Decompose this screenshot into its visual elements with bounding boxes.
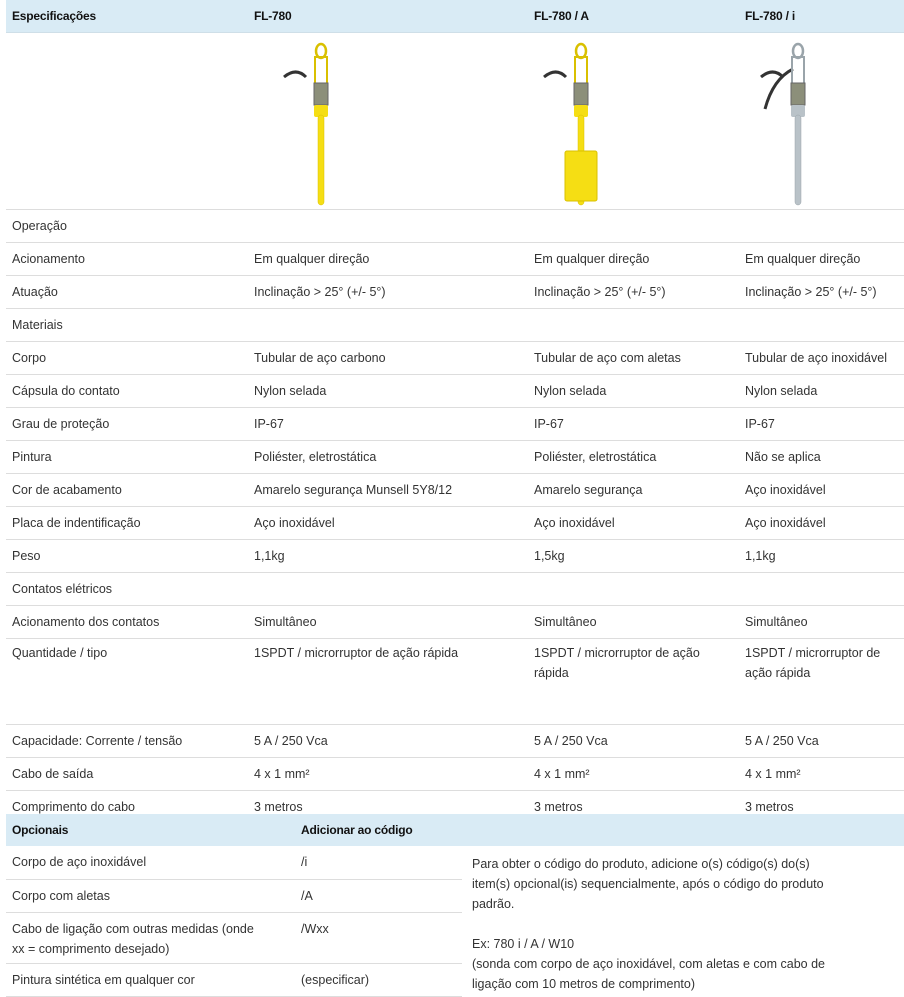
spec-value: Simultâneo xyxy=(528,606,739,639)
spec-row xyxy=(6,375,904,408)
spec-label: Quantidade / tipo xyxy=(6,639,248,725)
spec-row xyxy=(6,639,904,725)
section-title: Contatos elétricos xyxy=(6,573,904,606)
spec-value: 1SPDT / microrruptor de ação rápida xyxy=(739,639,904,725)
spec-value: Inclinação > 25° (+/- 5°) xyxy=(248,276,528,309)
spec-row xyxy=(6,507,904,540)
spec-label: Cabo de saída xyxy=(6,758,248,791)
spec-label: Capacidade: Corrente / tensão xyxy=(6,725,248,758)
spec-label: Comprimento do cabo xyxy=(6,791,248,824)
spec-value: Em qualquer direção xyxy=(248,243,528,276)
spec-label: Atuação xyxy=(6,276,248,309)
option-code: /Wxx xyxy=(295,912,462,963)
spec-label: Peso xyxy=(6,540,248,573)
product-image-cell xyxy=(248,33,528,210)
note-text: Para obter o código do produto, adicione o(s) código(s) do(s) item(s) opcional(is) sequencialmente, após o código do produto padrão. xyxy=(472,857,824,911)
spec-header: Especificações xyxy=(6,0,248,33)
option-label: Corpo de aço inoxidável xyxy=(6,846,295,879)
spec-value: Tubular de aço inoxidável xyxy=(739,342,904,375)
options-header xyxy=(462,814,904,846)
probe-stainless-icon xyxy=(753,39,843,209)
spec-row xyxy=(6,408,904,441)
spec-value: 5 A / 250 Vca xyxy=(248,725,528,758)
spec-label: Pintura xyxy=(6,441,248,474)
spec-label: Grau de proteção xyxy=(6,408,248,441)
spec-header: FL-780 / i xyxy=(739,0,904,33)
spec-value: 5 A / 250 Vca xyxy=(528,725,739,758)
empty-cell xyxy=(6,33,248,210)
spec-value: 4 x 1 mm² xyxy=(248,758,528,791)
example-description: (sonda com corpo de aço inoxidável, com aletas e com cabo de ligação com 10 metros de comprimento) xyxy=(472,957,825,991)
product-image-cell xyxy=(528,33,739,210)
spec-row xyxy=(6,276,904,309)
spec-value: Tubular de aço carbono xyxy=(248,342,528,375)
spec-value: Aço inoxidável xyxy=(248,507,528,540)
options-header: Opcionais xyxy=(6,814,295,846)
spec-value: Amarelo segurança Munsell 5Y8/12 xyxy=(248,474,528,507)
spec-row xyxy=(6,758,904,791)
spec-row xyxy=(6,725,904,758)
spec-header-row xyxy=(6,0,904,33)
spec-value: Inclinação > 25° (+/- 5°) xyxy=(739,276,904,309)
spec-value: Nylon selada xyxy=(248,375,528,408)
spec-label: Corpo xyxy=(6,342,248,375)
product-image-cell xyxy=(739,33,904,210)
section-row xyxy=(6,573,904,606)
example-code: Ex: 780 i / A / W10 xyxy=(472,937,575,951)
spec-value: Amarelo segurança xyxy=(528,474,739,507)
spec-label: Acionamento dos contatos xyxy=(6,606,248,639)
probe-yellow-icon xyxy=(276,39,366,209)
spec-value: Tubular de aço com aletas xyxy=(528,342,739,375)
spec-value: 1,1kg xyxy=(248,540,528,573)
probe-yellow-fins-icon xyxy=(536,39,626,209)
spec-value: 1SPDT / microrruptor de ação rápida xyxy=(528,639,739,725)
options-header-row xyxy=(6,814,904,846)
option-code: /A xyxy=(295,879,462,912)
spec-value: Poliéster, eletrostática xyxy=(528,441,739,474)
spec-value: Nylon selada xyxy=(528,375,739,408)
product-images-row xyxy=(6,33,904,210)
spec-value: Nylon selada xyxy=(739,375,904,408)
spec-header: FL-780 xyxy=(248,0,528,33)
spec-value: Em qualquer direção xyxy=(528,243,739,276)
spec-value: 5 A / 250 Vca xyxy=(739,725,904,758)
section-title: Operação xyxy=(6,210,904,243)
options-note xyxy=(462,846,904,996)
spec-value: IP-67 xyxy=(528,408,739,441)
spec-value: Aço inoxidável xyxy=(528,507,739,540)
spec-label: Acionamento xyxy=(6,243,248,276)
options-table xyxy=(6,814,904,997)
spec-value: Aço inoxidável xyxy=(739,507,904,540)
spec-row xyxy=(6,441,904,474)
spec-value: 4 x 1 mm² xyxy=(739,758,904,791)
option-label: Corpo com aletas xyxy=(6,879,295,912)
spec-label: Cor de acabamento xyxy=(6,474,248,507)
specifications-table xyxy=(6,0,904,824)
spec-row xyxy=(6,540,904,573)
spec-value: 1,5kg xyxy=(528,540,739,573)
spec-value: Simultâneo xyxy=(739,606,904,639)
spec-row xyxy=(6,474,904,507)
option-code: (especificar) xyxy=(295,963,462,996)
spec-value: 3 metros xyxy=(248,791,528,824)
spec-value: 4 x 1 mm² xyxy=(528,758,739,791)
option-label: Pintura sintética em qualquer cor xyxy=(6,963,295,996)
spec-value: Poliéster, eletrostática xyxy=(248,441,528,474)
spec-value: IP-67 xyxy=(739,408,904,441)
spec-value: Não se aplica xyxy=(739,441,904,474)
spec-value: 3 metros xyxy=(528,791,739,824)
spec-row xyxy=(6,243,904,276)
spec-value: Em qualquer direção xyxy=(739,243,904,276)
spec-value: IP-67 xyxy=(248,408,528,441)
spec-row xyxy=(6,606,904,639)
section-row xyxy=(6,210,904,243)
spec-value: Simultâneo xyxy=(248,606,528,639)
option-label: Cabo de ligação com outras medidas (onde xx = comprimento desejado) xyxy=(6,912,295,963)
spec-row xyxy=(6,342,904,375)
spec-value: 3 metros xyxy=(739,791,904,824)
options-header: Adicionar ao código xyxy=(295,814,462,846)
spec-value: 1,1kg xyxy=(739,540,904,573)
spec-value: 1SPDT / microrruptor de ação rápida xyxy=(248,639,528,725)
spec-header: FL-780 / A xyxy=(528,0,739,33)
spec-value: Inclinação > 25° (+/- 5°) xyxy=(528,276,739,309)
section-title: Materiais xyxy=(6,309,904,342)
spec-label: Placa de indentificação xyxy=(6,507,248,540)
option-code: /i xyxy=(295,846,462,879)
section-row xyxy=(6,309,904,342)
spec-value: Aço inoxidável xyxy=(739,474,904,507)
spec-label: Cápsula do contato xyxy=(6,375,248,408)
option-row xyxy=(6,846,904,879)
